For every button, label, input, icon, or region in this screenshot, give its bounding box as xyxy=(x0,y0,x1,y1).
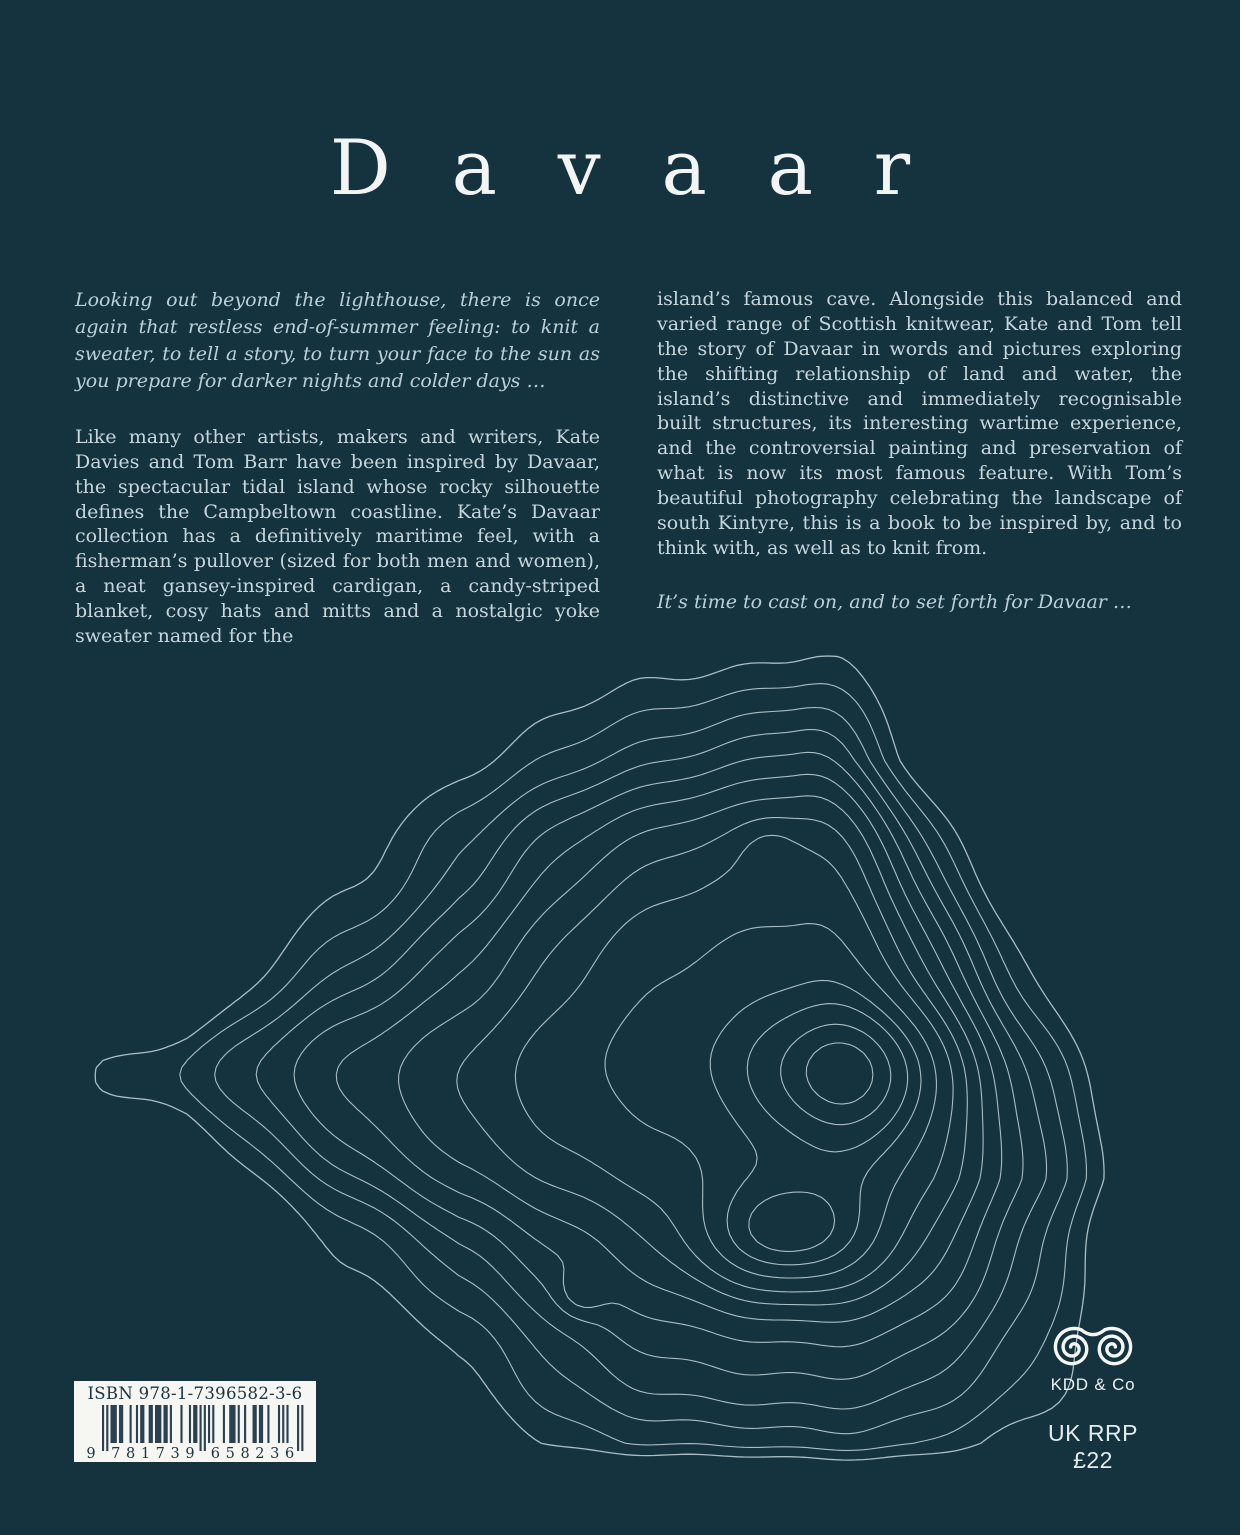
svg-text:3: 3 xyxy=(270,1446,280,1462)
svg-text:8: 8 xyxy=(125,1446,136,1462)
publisher-block xyxy=(1030,1322,1156,1474)
svg-text:7: 7 xyxy=(155,1446,165,1462)
publisher-name: KDD & Co xyxy=(1050,1375,1136,1394)
right-paragraph: island’s famous cave. Alongside this balanced and varied range of Scottish knitwear, Kate and Tom tell the story of Davaar in words and pictures exploring the shifting relationship of land and water, the island’s distinctive and immediately recognisable built structures, its interesting wartime experience, and the controversial painting and preservation of what is now its most famous feature. With Tom’s beautiful photography celebrating the landscape of south Kintyre, this is a book to be inspired by, and to think with, as well as to knit from. xyxy=(657,288,1182,559)
isbn-barcode xyxy=(74,1381,316,1462)
left-paragraph: Like many other artists, makers and writers, Kate Davies and Tom Barr have been inspired by Davaar, the spectacular tidal island whose rocky silhouette defines the Campbeltown coastline. Kate’s Davaar collection has a definitively maritime feel, with a fisherman’s pullover (sized for both men and women), a neat gansey-inspired cardigan, a candy-striped blanket, cosy hats and mitts and a nostalgic yoke sweater named for the xyxy=(75,425,600,647)
outro-italic-text: It’s time to cast on, and to set forth for Davaar … xyxy=(657,590,1132,613)
svg-text:5: 5 xyxy=(225,1446,235,1462)
svg-text:6: 6 xyxy=(284,1446,295,1462)
book-title: Davaar xyxy=(329,123,971,212)
svg-text:6: 6 xyxy=(210,1446,221,1462)
svg-text:8: 8 xyxy=(240,1446,250,1462)
kdd-double-spiral-logo-icon xyxy=(1030,1322,1156,1372)
svg-text:3: 3 xyxy=(170,1446,180,1462)
svg-text:1: 1 xyxy=(140,1446,151,1462)
svg-text:9: 9 xyxy=(86,1446,96,1462)
right-text-column xyxy=(657,287,1182,615)
intro-italic-text: Looking out beyond the lighthouse, there is once again that restless end-of-summer feeling: to knit a sweater, to tell a story, to turn your face to the sun as you prepare for darker nights and colder days … xyxy=(75,289,600,392)
svg-text:2: 2 xyxy=(255,1446,265,1462)
price-label: UK RRP £22 xyxy=(1048,1420,1138,1473)
isbn-number: ISBN 978-1-7396582-3-6 xyxy=(87,1384,303,1403)
left-text-column xyxy=(75,287,600,649)
ean13-barcode-icon xyxy=(74,1401,316,1462)
svg-text:7: 7 xyxy=(111,1446,121,1462)
svg-text:9: 9 xyxy=(185,1446,195,1462)
